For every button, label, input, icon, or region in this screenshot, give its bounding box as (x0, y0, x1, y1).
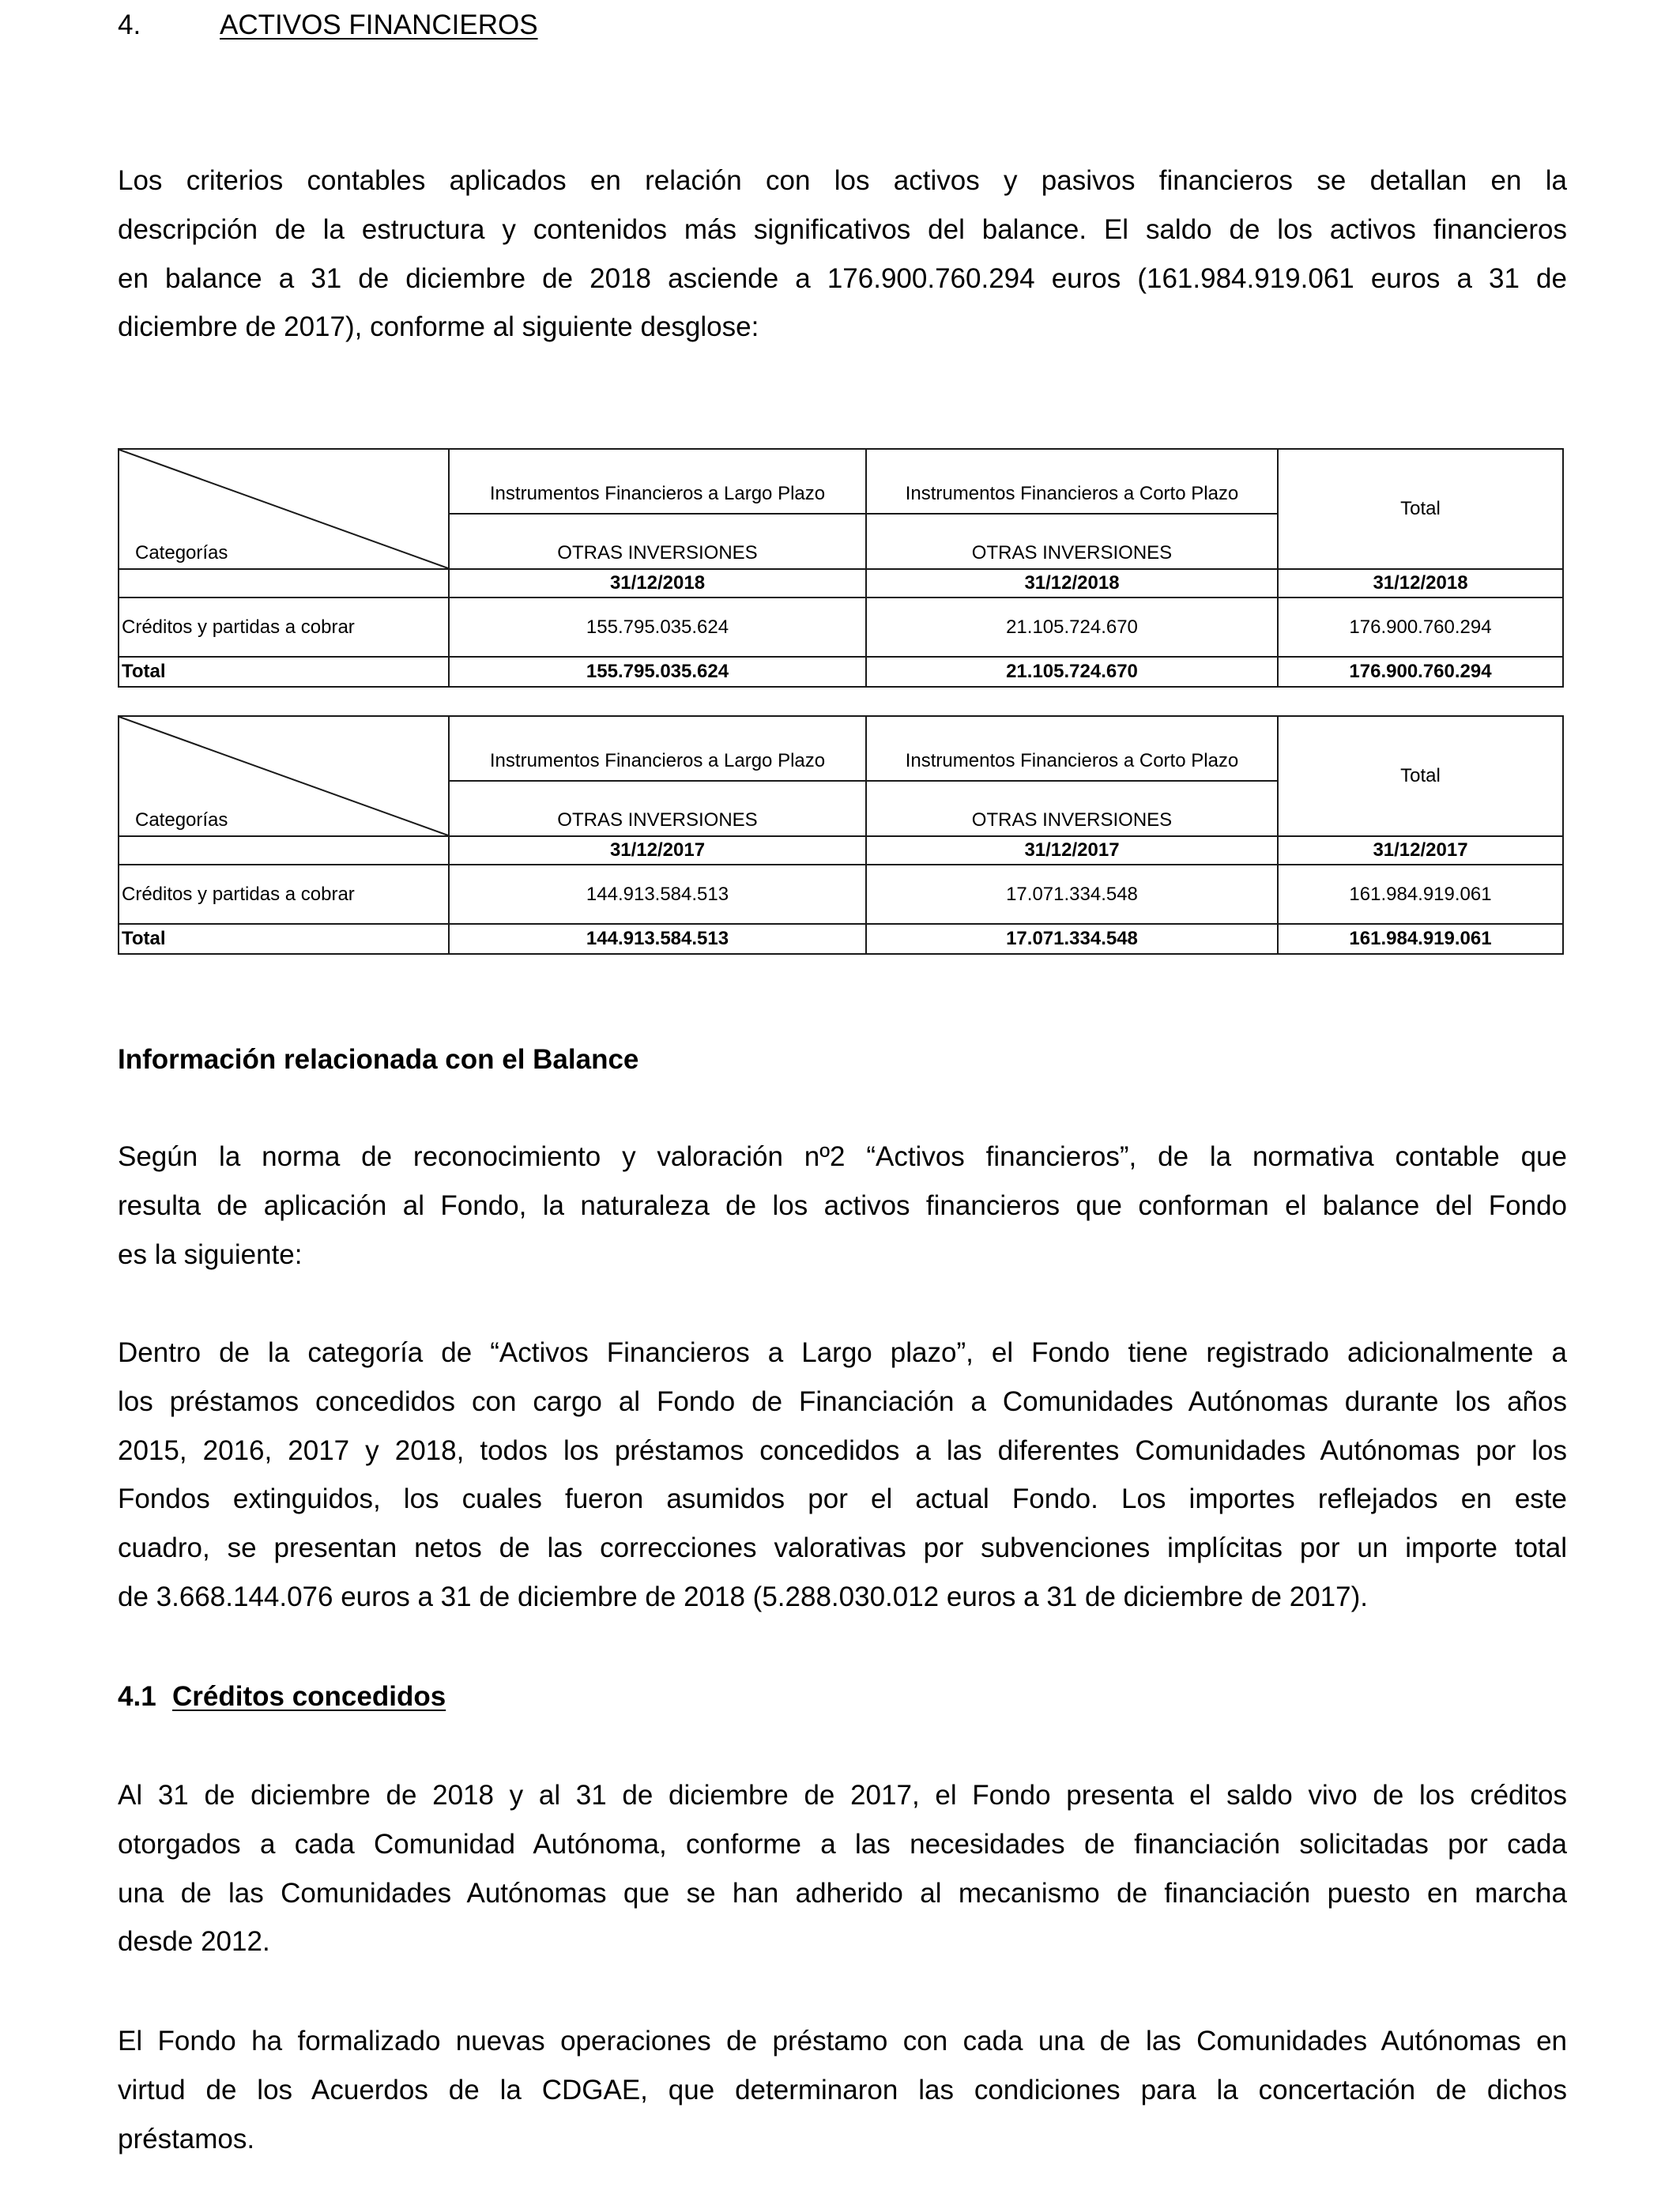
table-header-row (119, 716, 1563, 781)
total-value: 144.913.584.513 (449, 924, 866, 954)
long-term-header: Instrumentos Financieros a Largo Plazo (449, 449, 866, 514)
total-header: Total (1278, 449, 1563, 569)
subsection-title: Créditos concedidos (172, 1681, 446, 1712)
table-total-row (119, 924, 1563, 954)
balance-paragraph-2 (118, 1329, 1567, 1622)
creditos-p1-line: Al 31 de diciembre de 2018 y al 31 de diciembre de 2017, el Fondo presenta el saldo vivo de los créditos (118, 1780, 1567, 1811)
date-cell: 31/12/2017 (1278, 836, 1563, 865)
table-date-row (119, 569, 1563, 598)
date-cell: 31/12/2017 (866, 836, 1278, 865)
creditos-p1-line: otorgados a cada Comunidad Autónoma, conforme a las necesidades de financiación solicitadas por cada (118, 1828, 1567, 1860)
value-cell: 17.071.334.548 (866, 865, 1278, 924)
empty-cell (119, 836, 449, 865)
short-term-subheader: OTRAS INVERSIONES (866, 514, 1278, 569)
balance-p1-line: es la siguiente: (118, 1238, 303, 1270)
category-header-cell (119, 449, 449, 569)
empty-cell (119, 569, 449, 598)
value-cell: 21.105.724.670 (866, 598, 1278, 657)
table-date-row (119, 836, 1563, 865)
creditos-paragraph-1 (118, 1771, 1567, 1966)
section-title: ACTIVOS FINANCIEROS (220, 9, 538, 40)
intro-line: en balance a 31 de diciembre de 2018 asciende a 176.900.760.294 euros (161.984.919.061 euros a 31 de (118, 262, 1567, 294)
total-value: 161.984.919.061 (1278, 924, 1563, 954)
diagonal-divider (119, 450, 448, 568)
intro-line: Los criterios contables aplicados en relación con los activos y pasivos financieros se detallan en la (118, 165, 1567, 196)
row-label: Créditos y partidas a cobrar (119, 598, 449, 657)
table-header-row (119, 449, 1563, 514)
total-value: 21.105.724.670 (866, 657, 1278, 687)
creditos-p1-line: desde 2012. (118, 1926, 270, 1958)
balance-heading: Información relacionada con el Balance (118, 1044, 639, 1075)
intro-line: descripción de la estructura y contenidos más significativos del balance. El saldo de los activos financieros (118, 213, 1567, 245)
creditos-p1-line: una de las Comunidades Autónomas que se han adherido al mecanismo de financiación puesto en marcha (118, 1877, 1567, 1909)
short-term-header: Instrumentos Financieros a Corto Plazo (866, 449, 1278, 514)
total-value: 155.795.035.624 (449, 657, 866, 687)
balance-p1-line: resulta de aplicación al Fondo, la naturaleza de los activos financieros que conforman el balance del Fondo (118, 1189, 1567, 1221)
balance-p2-line: 2015, 2016, 2017 y 2018, todos los préstamos concedidos a las diferentes Comunidades Autónomas por los (118, 1434, 1567, 1466)
long-term-header: Instrumentos Financieros a Largo Plazo (449, 716, 866, 781)
total-label: Total (119, 657, 449, 687)
table-row (119, 598, 1563, 657)
table-row (119, 865, 1563, 924)
financial-assets-table-2017 (118, 715, 1564, 955)
total-header: Total (1278, 716, 1563, 836)
table-total-row (119, 657, 1563, 687)
creditos-p2-line: El Fondo ha formalizado nuevas operaciones de préstamo con cada una de las Comunidades Autónomas en (118, 2026, 1567, 2056)
balance-p2-line: de 3.668.144.076 euros a 31 de diciembre de 2018 (5.288.030.012 euros a 31 de diciembre de 2017). (118, 1581, 1368, 1612)
row-label: Créditos y partidas a cobrar (119, 865, 449, 924)
short-term-subheader: OTRAS INVERSIONES (866, 781, 1278, 836)
long-term-subheader: OTRAS INVERSIONES (449, 781, 866, 836)
total-value: 17.071.334.548 (866, 924, 1278, 954)
balance-p2-line: los préstamos concedidos con cargo al Fondo de Financiación a Comunidades Autónomas durante los años (118, 1385, 1567, 1417)
subsection-number: 4.1 (118, 1681, 156, 1712)
balance-p2-line: Fondos extinguidos, los cuales fueron asumidos por el actual Fondo. Los importes reflejados en este (118, 1483, 1567, 1515)
total-value: 176.900.760.294 (1278, 657, 1563, 687)
creditos-p2-line: préstamos. (118, 2123, 255, 2154)
balance-paragraph-1 (118, 1133, 1567, 1279)
short-term-header: Instrumentos Financieros a Corto Plazo (866, 716, 1278, 781)
date-cell: 31/12/2018 (866, 569, 1278, 598)
financial-assets-table-2018 (118, 448, 1564, 688)
balance-p1-line: Según la norma de reconocimiento y valoración nº2 “Activos financieros”, de la normativa contable que (118, 1141, 1567, 1172)
total-label: Total (119, 924, 449, 954)
section-number: 4. (118, 9, 141, 40)
creditos-p2-line: virtud de los Acuerdos de la CDGAE, que determinaron las condiciones para la concertación de dichos (118, 2074, 1567, 2105)
value-cell: 144.913.584.513 (449, 865, 866, 924)
category-header-cell (119, 716, 449, 836)
category-header: Categorías (135, 542, 228, 564)
balance-p2-line: Dentro de la categoría de “Activos Financieros a Largo plazo”, el Fondo tiene registrado adicionalmente a (118, 1337, 1567, 1368)
value-cell: 176.900.760.294 (1278, 598, 1563, 657)
balance-p2-line: cuadro, se presentan netos de las correcciones valorativas por subvenciones implícitas por un importe total (118, 1532, 1567, 1564)
date-cell: 31/12/2018 (1278, 569, 1563, 598)
date-cell: 31/12/2017 (449, 836, 866, 865)
intro-paragraph (118, 156, 1567, 352)
diagonal-divider (119, 717, 448, 835)
intro-line: diciembre de 2017), conforme al siguiente desglose: (118, 311, 759, 343)
category-header: Categorías (135, 809, 228, 831)
value-cell: 155.795.035.624 (449, 598, 866, 657)
long-term-subheader: OTRAS INVERSIONES (449, 514, 866, 569)
date-cell: 31/12/2018 (449, 569, 866, 598)
value-cell: 161.984.919.061 (1278, 865, 1563, 924)
creditos-paragraph-2 (118, 2017, 1567, 2163)
